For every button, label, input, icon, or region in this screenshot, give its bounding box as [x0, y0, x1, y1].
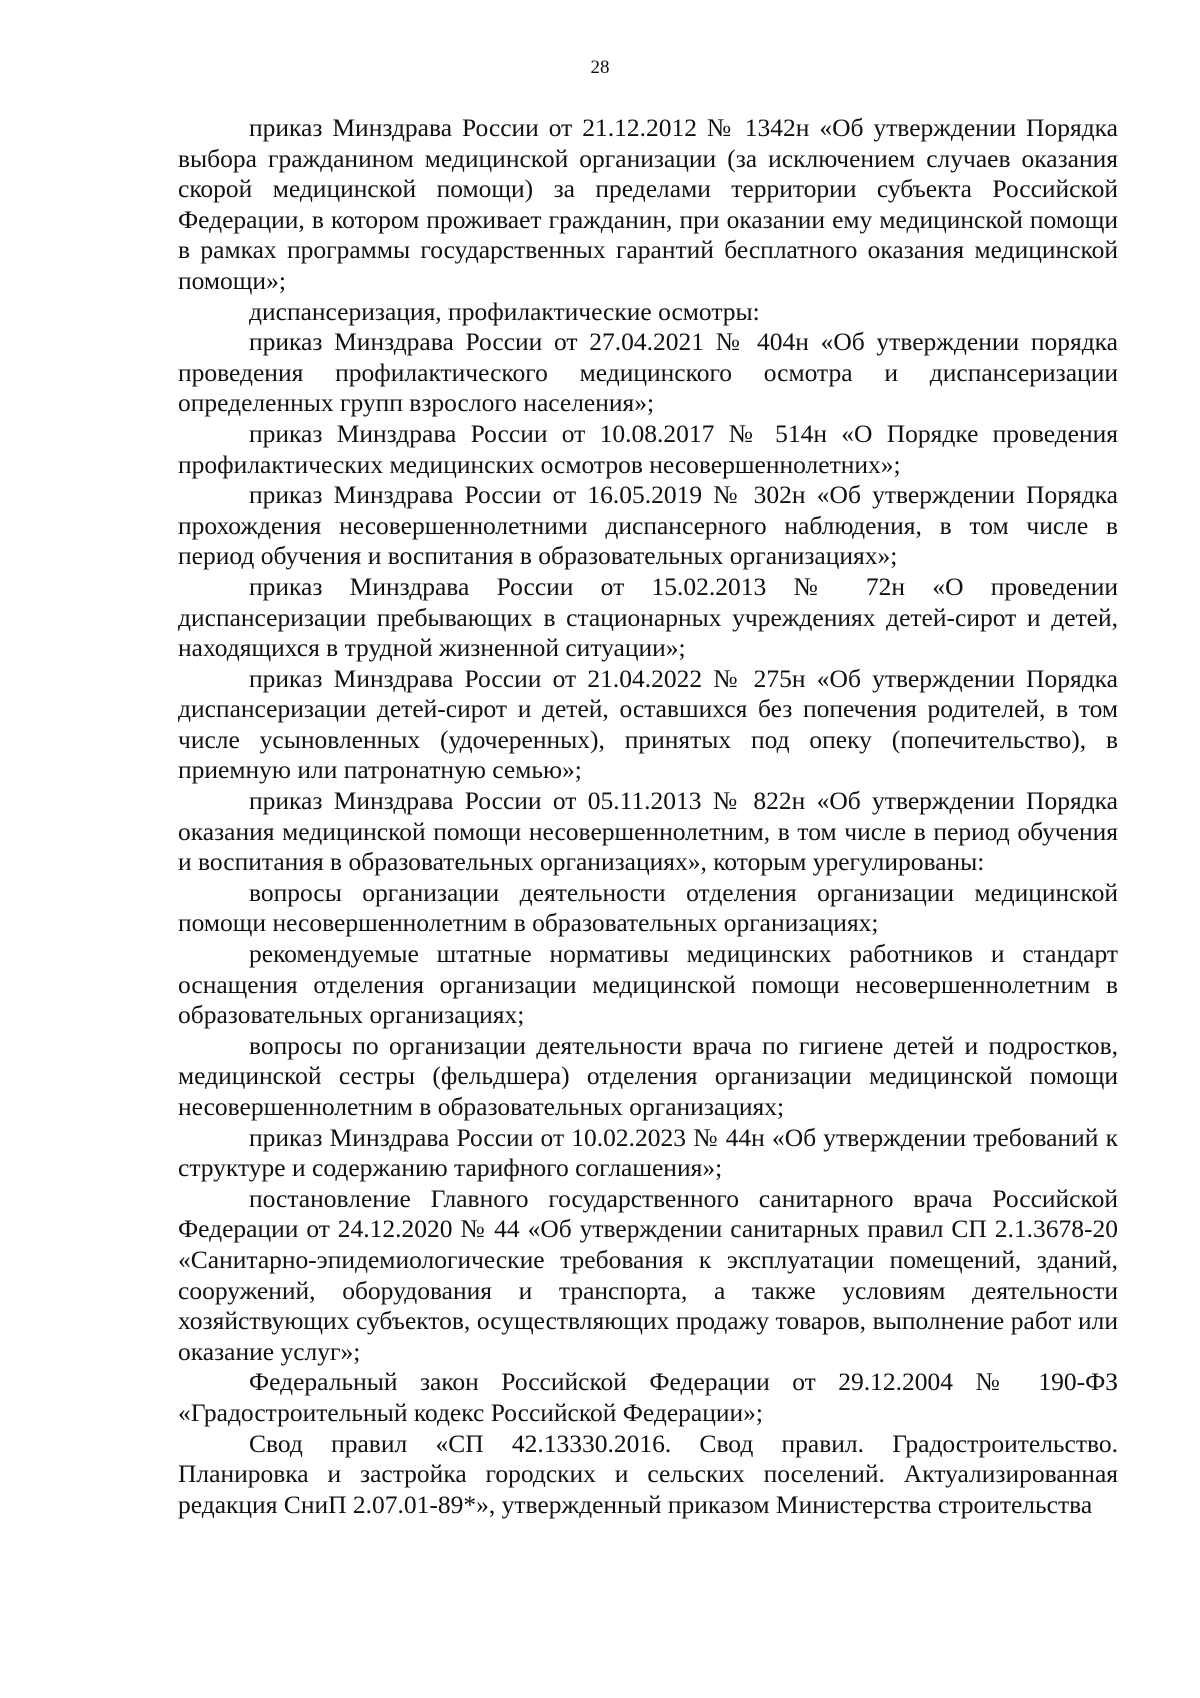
paragraph-order-72n: приказ Минздрава России от 15.02.2013 № 72н «О проведении диспансеризации пребывающих в стационарных учреждениях детей-сирот и детей, находящихся в трудной жизненной ситуации»; [178, 571, 1118, 663]
paragraph-building-code: Свод правил «СП 42.13330.2016. Свод правил. Градостроительство. Планировка и застройка городских и сельских поселений. Актуализированная редакция СниП 2.07.01-89*», утвержденный приказом Министерства строительства [178, 1428, 1118, 1519]
paragraph-order-822n: приказ Минздрава России от 05.11.2013 № 822н «Об утверждении Порядка оказания медицинской помощи несовершеннолетним, в том числе в период обучения и воспитания в образовательных организациях», которым урегулированы: [178, 786, 1118, 877]
paragraph-order-44n: приказ Минздрава России от 10.02.2023 № 44н «Об утверждении требований к структуре и содержанию тарифного соглашения»; [178, 1122, 1118, 1183]
paragraph-organization-issues: вопросы организации деятельности отделения организации медицинской помощи несовершеннолетним в образовательных организациях; [178, 877, 1118, 938]
paragraph-dispensarization-heading: диспансеризация, профилактические осмотры: [249, 296, 760, 326]
paragraph-order-404n: приказ Минздрава России от 27.04.2021 № 404н «Об утверждении порядка проведения профилактического медицинского осмотра и диспансеризации определенных групп взрослого населения»; [178, 327, 1118, 418]
paragraph-staffing-norms: рекомендуемые штатные нормативы медицинских работников и стандарт оснащения отделения организации медицинской помощи несовершеннолетним в образовательных организациях; [178, 939, 1118, 1030]
paragraph-order-275n: приказ Минздрава России от 21.04.2022 № 275н «Об утверждении Порядка диспансеризации детей-сирот и детей, оставшихся без попечения родителей, в том числе усыновленных (удочеренных), принятых под опеку (попечительство), в приемную или патронатную семью»; [178, 663, 1118, 785]
paragraph-order-1342n: приказ Минздрава России от 21.12.2012 № 1342н «Об утверждении Порядка выбора гражданином медицинской организации (за исключением случаев оказания скорой медицинской помощи) за пределами территории субъекта Российской Федерации, в котором проживает гражданин, при оказании ему медицинской помощи в рамках программы государственных гарантий бесплатного оказания медицинской помощи»; [178, 113, 1118, 295]
document-body [178, 113, 1118, 1520]
paragraph-federal-law-190fz: Федеральный закон Российской Федерации от 29.12.2004 № 190-ФЗ «Градостроительный кодекс Российской Федерации»; [178, 1367, 1118, 1427]
paragraph-sanitary-resolution: постановление Главного государственного санитарного врача Российской Федерации от 24.12.2020 № 44 «Об утверждении санитарных правил СП 2.1.3678-20 «Санитарно-эпидемиологические требования к эксплуатации помещений, зданий, сооружений, оборудования и транспорта, а также условиям деятельности хозяйствующих субъектов, осуществляющих продажу товаров, выполнение работ или оказание услуг»; [178, 1183, 1118, 1366]
paragraph-order-514n: приказ Минздрава России от 10.08.2017 № 514н «О Порядке проведения профилактических медицинских осмотров несовершеннолетних»; [178, 418, 1118, 479]
paragraph-order-302n: приказ Минздрава России от 16.05.2019 № 302н «Об утверждении Порядка прохождения несовершеннолетними диспансерного наблюдения, в том числе в период обучения и воспитания в образовательных организациях»; [178, 480, 1118, 571]
page-number: 28 [590, 57, 610, 78]
paragraph-hygiene-doctor: вопросы по организации деятельности врача по гигиене детей и подростков, медицинской сестры (фельдшера) отделения организации медицинской помощи несовершеннолетним в образовательных организациях; [178, 1030, 1118, 1121]
